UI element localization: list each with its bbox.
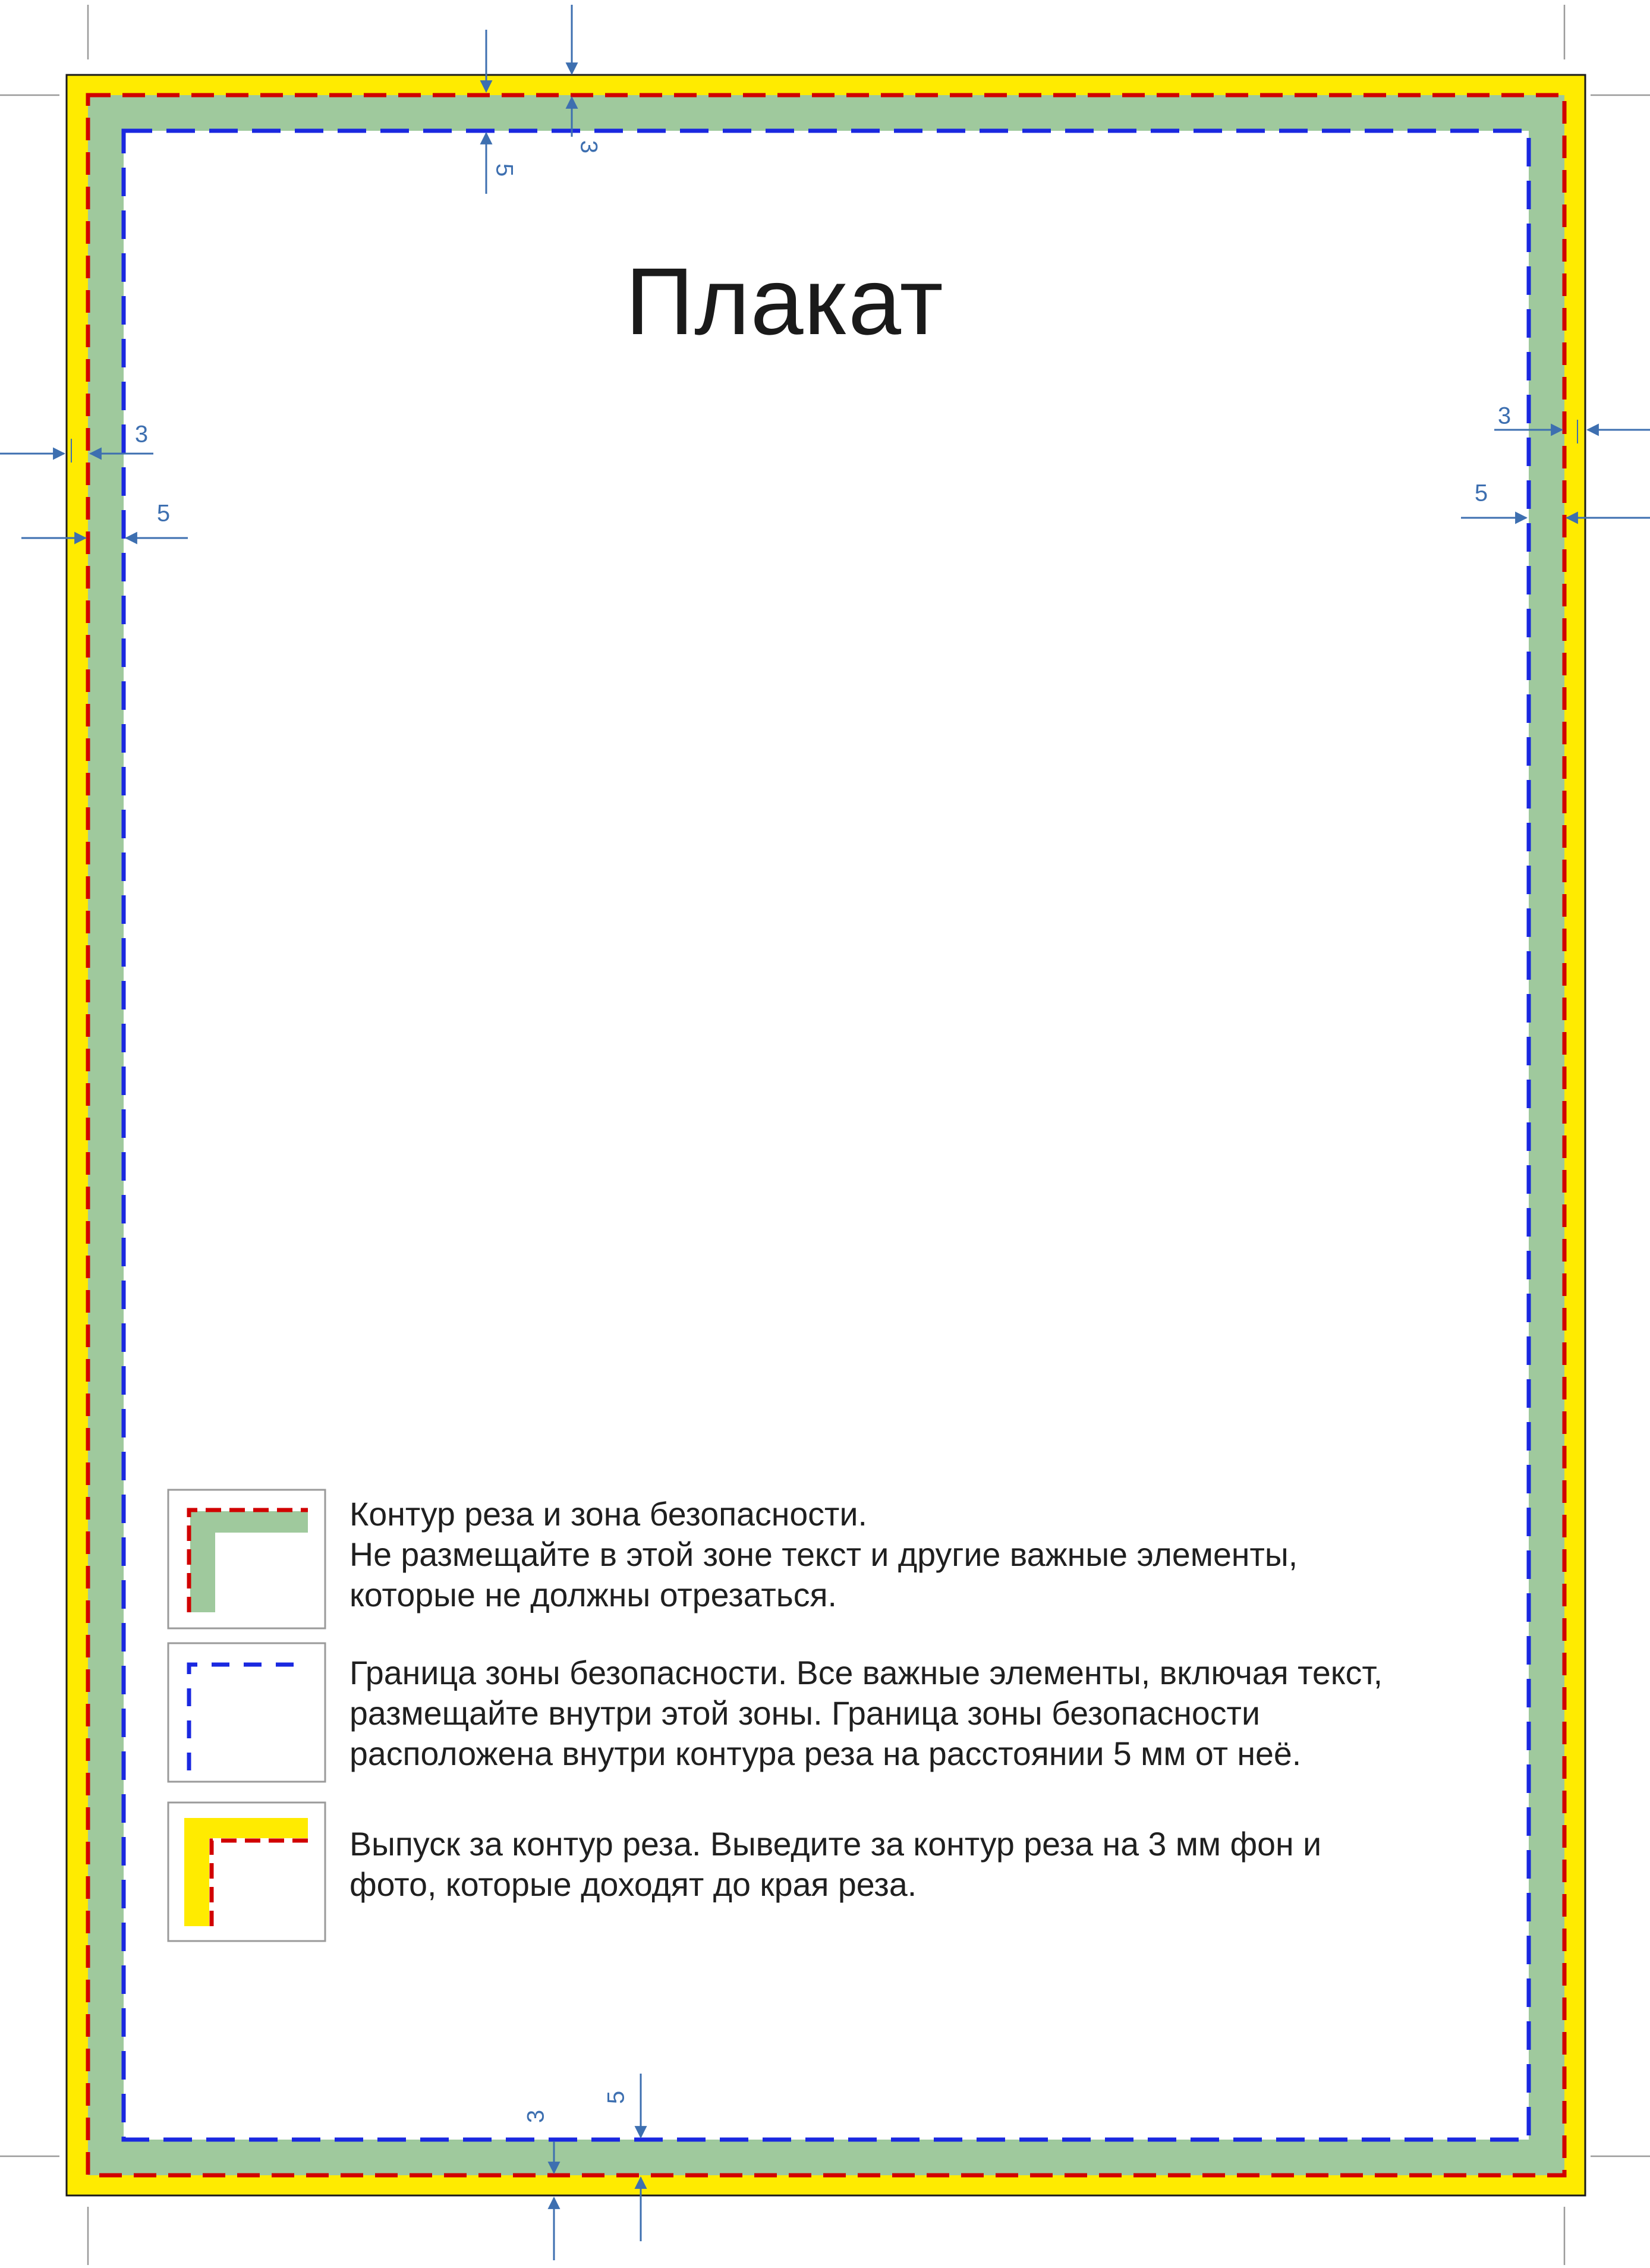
dimension-label-bleed: 3 (575, 140, 602, 154)
dimension-label-bleed: 3 (522, 2109, 549, 2124)
dimension-label-bleed: 3 (1497, 402, 1512, 429)
legend-swatch-bleed (168, 1803, 325, 1941)
dimension-label-safety: 5 (156, 500, 171, 527)
legend-line: Контур реза и зона безопасности. (349, 1496, 867, 1533)
legend-line: Граница зоны безопасности. Все важные элементы, включая текст, (349, 1654, 1383, 1691)
poster-title: Плакат (625, 248, 944, 354)
legend-line: Не размещайте в этой зоне текст и другие важные элементы, (349, 1536, 1298, 1573)
legend-line: расположена внутри контура реза на расстоянии 5 мм от неё. (349, 1735, 1302, 1772)
legend-line: фото, которые доходят до края реза. (349, 1866, 917, 1903)
dimension-label-safety: 5 (603, 2090, 629, 2105)
dimension-label-bleed: 3 (134, 421, 149, 448)
legend-line: Выпуск за контур реза. Выведите за контур реза на 3 мм фон и (349, 1826, 1322, 1863)
legend-swatch-cut-zone (168, 1490, 325, 1628)
legend-text-safety-boundary (349, 1653, 1509, 1774)
legend-line: которые не должны отрезаться. (349, 1577, 837, 1613)
dimension-label-safety: 5 (491, 163, 518, 177)
legend-line: размещайте внутри этой зоны. Граница зоны безопасности (349, 1695, 1260, 1732)
legend-text-bleed (349, 1824, 1509, 1905)
legend-text-cut-zone (349, 1494, 1509, 1615)
dimension-label-safety: 5 (1474, 480, 1488, 507)
legend-swatches (168, 1490, 325, 1941)
legend-swatch-safety-boundary (168, 1643, 325, 1782)
